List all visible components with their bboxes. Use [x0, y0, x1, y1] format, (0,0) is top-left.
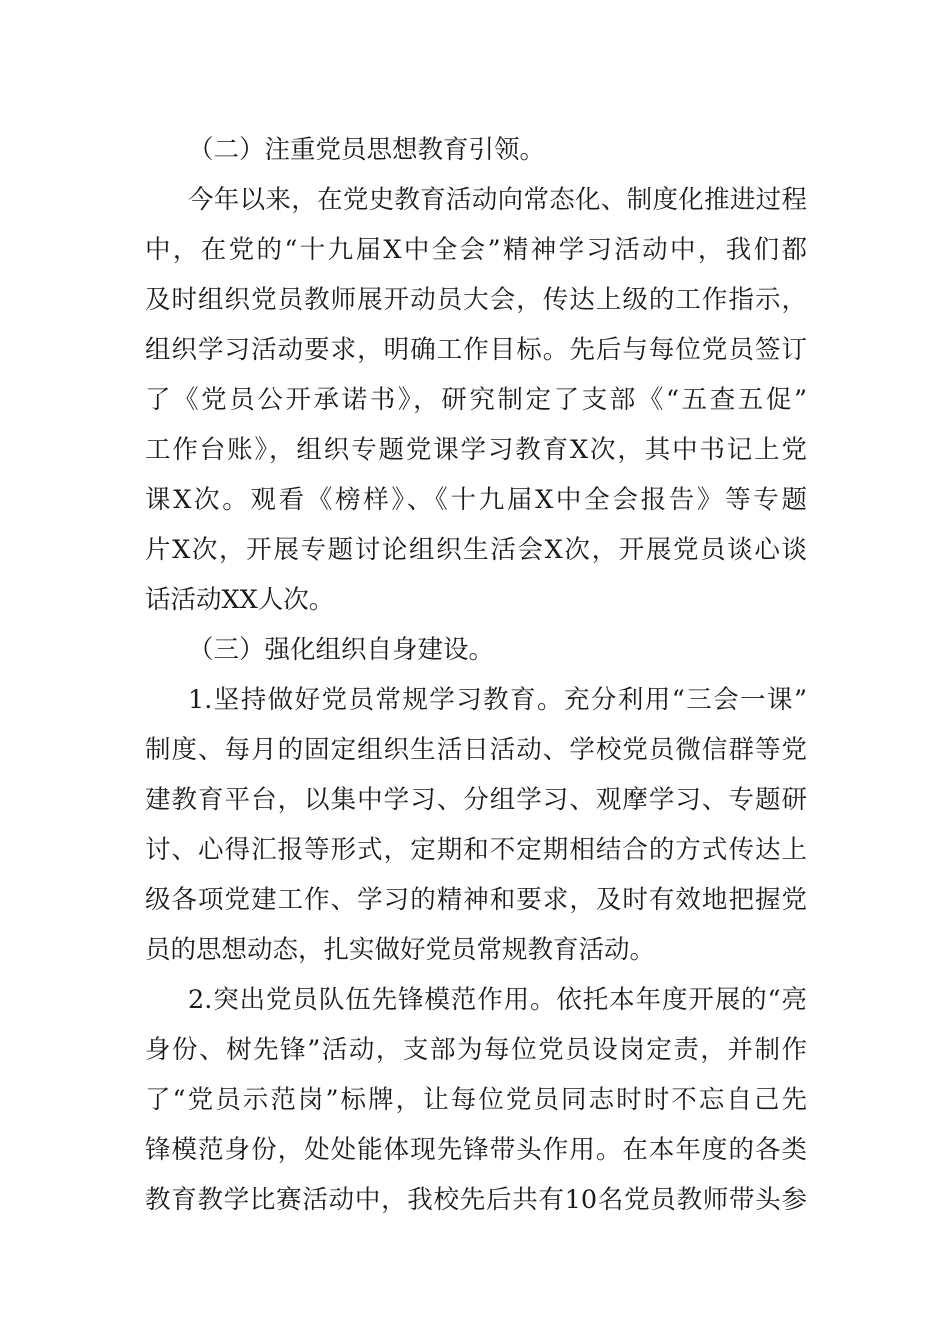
paragraph-line: 身份、树先锋”活动，支部为每位党员设岗定责，并制作 [145, 1035, 807, 1065]
paragraph-line: 了“党员示范岗”标牌，让每位党员同志时时不忘自己先 [145, 1085, 807, 1115]
paragraph-line: 级各项党建工作、学习的精神和要求，及时有效地把握党 [145, 885, 807, 915]
paragraph-line: 片X次，开展专题讨论组织生活会X次，开展党员谈心谈 [145, 535, 807, 565]
paragraph-line: 话活动XX人次。 [145, 585, 335, 615]
paragraph-line: 及时组织党员教师展开动员大会，传达上级的工作指示， [145, 285, 807, 315]
section-heading-3: （三）强化组织自身建设。 [188, 635, 495, 665]
paragraph-line: 教育教学比赛活动中，我校先后共有10名党员教师带头参 [145, 1185, 807, 1215]
paragraph-line: 讨、心得汇报等形式，定期和不定期相结合的方式传达上 [145, 835, 807, 865]
paragraph-line: 了《党员公开承诺书》，研究制定了支部《“五查五促” [145, 385, 807, 415]
paragraph-line: 制度、每月的固定组织生活日活动、学校党员微信群等党 [145, 735, 807, 765]
paragraph-line: 组织学习活动要求，明确工作目标。先后与每位党员签订 [145, 335, 807, 365]
paragraph-line: 锋模范身份，处处能体现先锋带头作用。在本年度的各类 [145, 1135, 807, 1165]
paragraph-line: 中，在党的“十九届X中全会”精神学习活动中，我们都 [145, 235, 807, 265]
paragraph-line: 2.突出党员队伍先锋模范作用。依托本年度开展的“亮 [188, 985, 807, 1015]
paragraph-line: 今年以来，在党史教育活动向常态化、制度化推进过程 [188, 185, 807, 215]
paragraph-line: 工作台账》，组织专题党课学习教育X次，其中书记上党 [145, 435, 807, 465]
paragraph-line: 1.坚持做好党员常规学习教育。充分利用“三会一课” [188, 685, 807, 715]
section-heading-2: （二）注重党员思想教育引领。 [188, 135, 546, 165]
paragraph-line: 课X次。观看《榜样》、《十九届X中全会报告》等专题 [145, 485, 807, 515]
paragraph-line: 建教育平台，以集中学习、分组学习、观摩学习、专题研 [145, 785, 807, 815]
paragraph-line: 员的思想动态，扎实做好党员常规教育活动。 [145, 935, 656, 965]
